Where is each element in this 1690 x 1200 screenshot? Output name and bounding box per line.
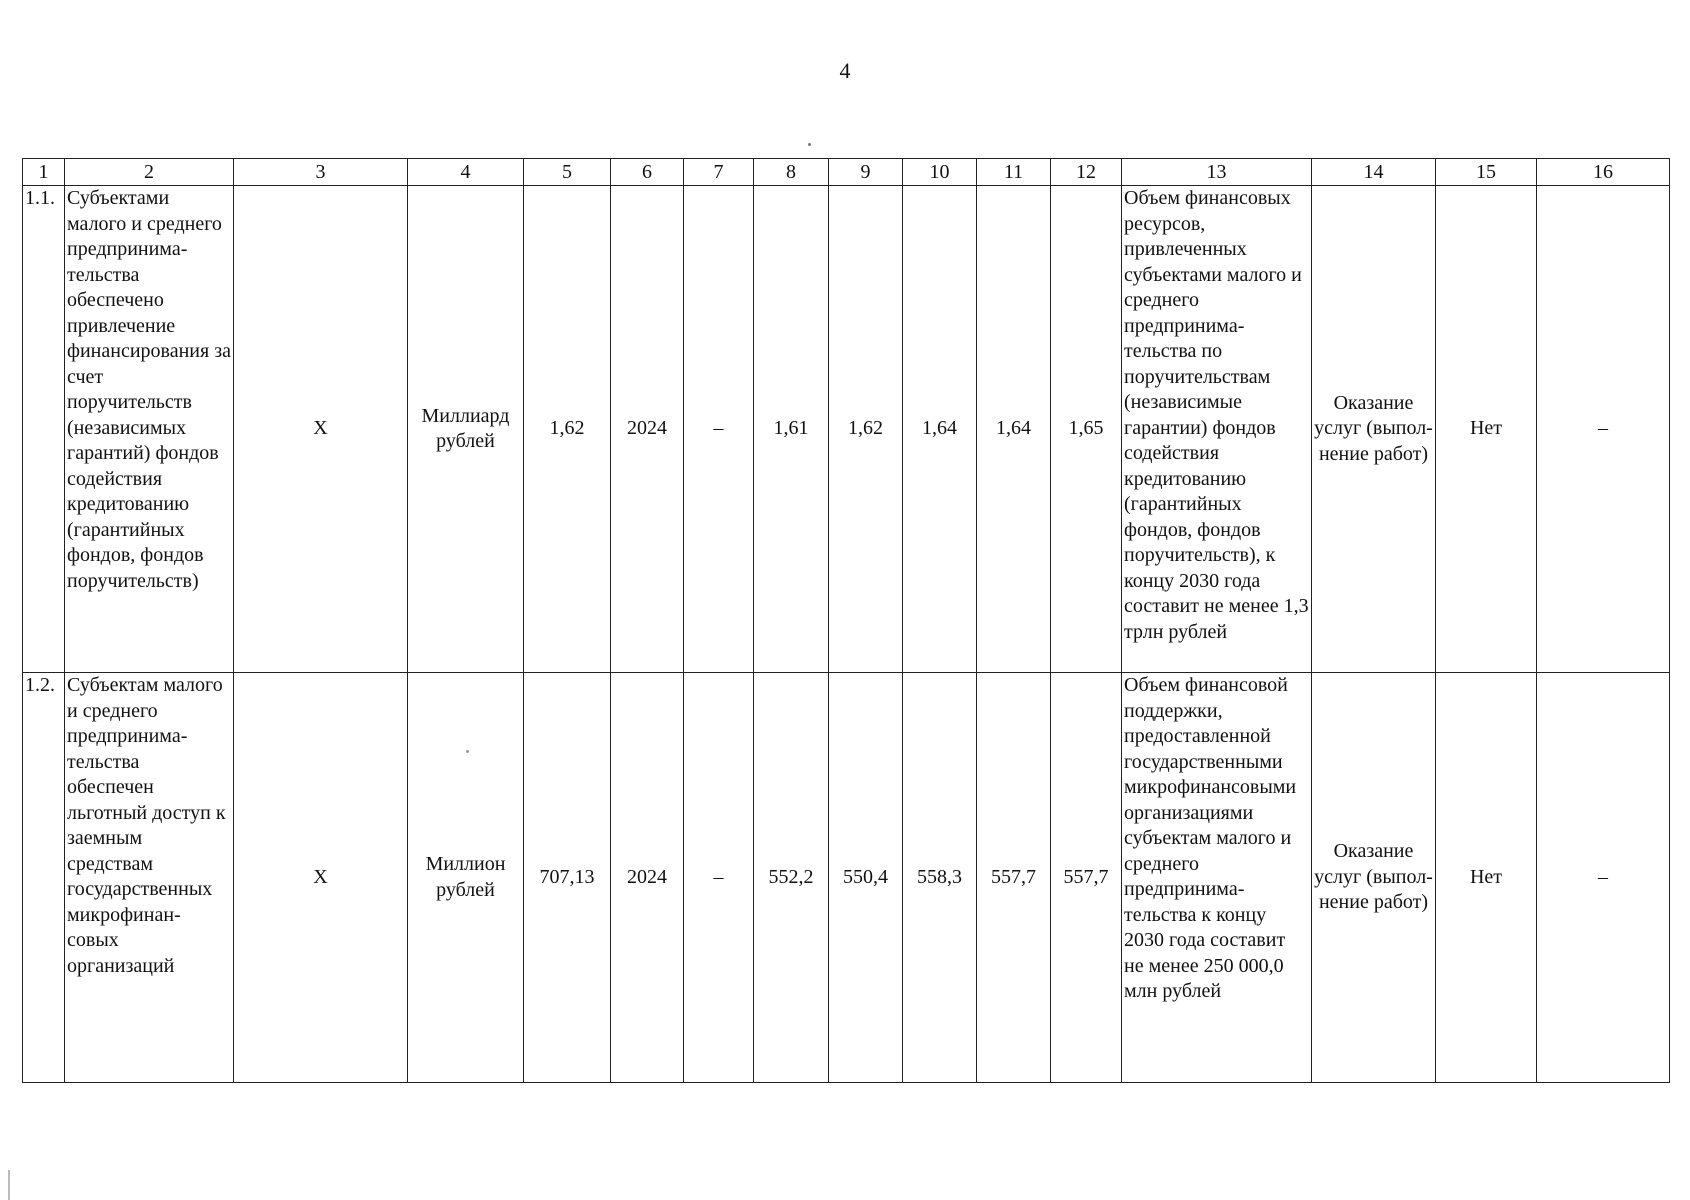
- value-col9: 1,62: [829, 186, 903, 673]
- result-type: Оказание услуг (выпол-нение работ): [1312, 673, 1436, 1083]
- value-col11: 557,7: [977, 673, 1051, 1083]
- col15-value: Нет: [1436, 186, 1537, 673]
- col-header-12: 12: [1051, 159, 1122, 186]
- scan-edge-mark: [8, 1170, 10, 1200]
- col-header-14: 14: [1312, 159, 1436, 186]
- col-header-5: 5: [524, 159, 611, 186]
- value-col9: 550,4: [829, 673, 903, 1083]
- page-number: 4: [839, 58, 851, 83]
- col-header-2: 2: [65, 159, 234, 186]
- row-number: 1.1.: [23, 186, 65, 673]
- col-header-15: 15: [1436, 159, 1537, 186]
- col16-value: –: [1537, 186, 1670, 673]
- value-col11: 1,64: [977, 186, 1051, 673]
- col-header-16: 16: [1537, 159, 1670, 186]
- unit-cell: Миллиард рублей: [408, 186, 524, 673]
- col3-mark: Х: [234, 673, 408, 1083]
- table-row: [23, 673, 1670, 1083]
- result-type: Оказание услуг (выпол-нение работ): [1312, 186, 1436, 673]
- base-year: 2024: [611, 673, 684, 1083]
- result-description: Объем финансовой поддержки, предоставленной государственными микрофинансовыми организациями субъектам малого и среднего предпринима-тельства к концу 2030 года составит не менее 250 000,0 млн рублей: [1122, 673, 1312, 1083]
- col-header-4: 4: [408, 159, 524, 186]
- col7-value: –: [684, 186, 754, 673]
- col-header-9: 9: [829, 159, 903, 186]
- result-name: Субъектам малого и среднего предпринима-тельства обеспечен льготный доступ к заемным средствам государственных микрофинан-совых организаций: [65, 673, 234, 1083]
- value-col10: 1,64: [903, 186, 977, 673]
- result-description: Объем финансовых ресурсов, привлеченных субъектами малого и среднего предпринима-тельства по поручительствам (независимые гарантии) фондов содействия кредитованию (гарантийных фондов, фондов поручительств), к концу 2030 года составит не менее 1,3 трлн рублей: [1122, 186, 1312, 673]
- col-header-1: 1: [23, 159, 65, 186]
- col-header-10: 10: [903, 159, 977, 186]
- col15-value: Нет: [1436, 673, 1537, 1083]
- row-number: 1.2.: [23, 673, 65, 1083]
- unit-cell: Миллион рублей: [408, 673, 524, 1083]
- header-row: [23, 159, 1670, 186]
- col-header-6: 6: [611, 159, 684, 186]
- scan-speck: [808, 143, 811, 146]
- result-name: Субъектами малого и среднего предпринима-тельства обеспечено привлечение финансирования за счет поручительств (независимых гарантий) фондов содействия кредитованию (гарантийных фондов, фондов поручительств): [65, 186, 234, 673]
- value-col8: 552,2: [754, 673, 829, 1083]
- col16-value: –: [1537, 673, 1670, 1083]
- indicators-table: [22, 158, 1670, 1083]
- col3-mark: Х: [234, 186, 408, 673]
- value-col10: 558,3: [903, 673, 977, 1083]
- base-value: 1,62: [524, 186, 611, 673]
- col-header-13: 13: [1122, 159, 1312, 186]
- col7-value: –: [684, 673, 754, 1083]
- table-row: [23, 186, 1670, 673]
- col-header-3: 3: [234, 159, 408, 186]
- base-year: 2024: [611, 186, 684, 673]
- col-header-7: 7: [684, 159, 754, 186]
- col-header-11: 11: [977, 159, 1051, 186]
- base-value: 707,13: [524, 673, 611, 1083]
- value-col8: 1,61: [754, 186, 829, 673]
- value-col12: 557,7: [1051, 673, 1122, 1083]
- value-col12: 1,65: [1051, 186, 1122, 673]
- col-header-8: 8: [754, 159, 829, 186]
